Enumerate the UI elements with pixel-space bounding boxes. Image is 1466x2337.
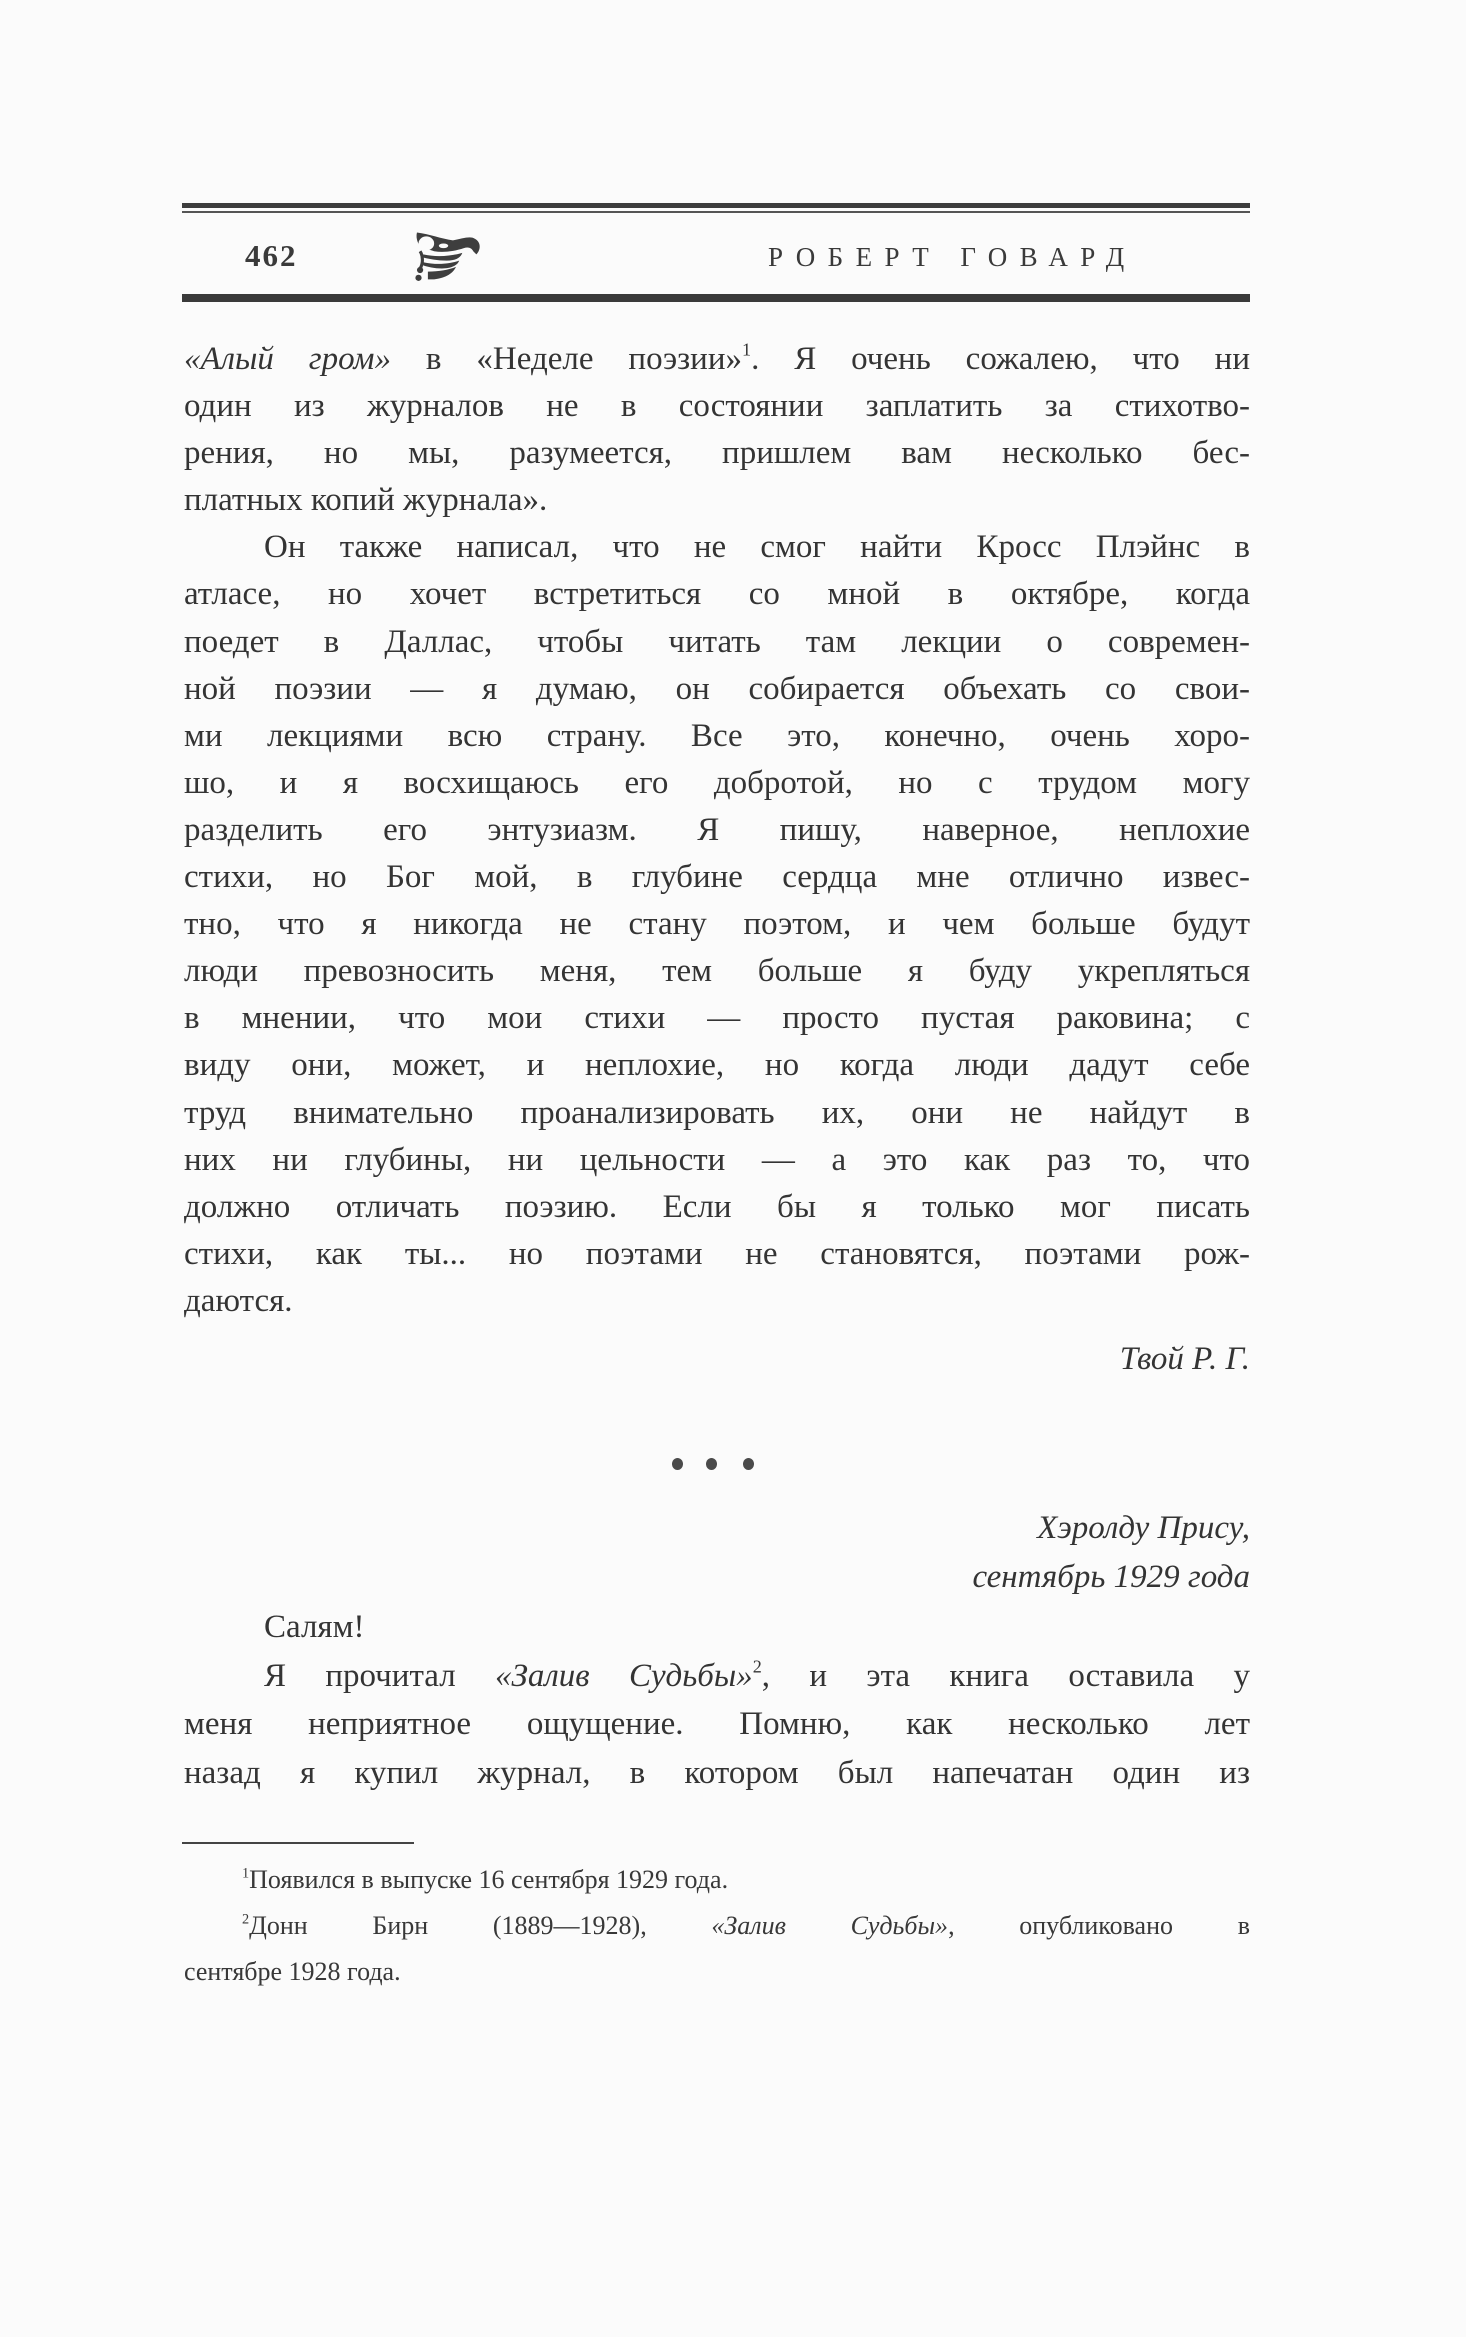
running-head: РОБЕРТ ГОВАРД bbox=[768, 242, 1137, 272]
text-line: «Алый гром» в «Неделе поэзии»$^1$. Я очень сожалею, что ни bbox=[184, 339, 1250, 377]
separator-dot bbox=[706, 1458, 717, 1470]
dragon-emblem-icon bbox=[406, 224, 492, 284]
text-line: даются. bbox=[184, 1282, 293, 1319]
footnote-mark: 1 bbox=[242, 1865, 250, 1882]
text-line: стихи, как ты... но поэтами не становятся, поэтами рож- bbox=[184, 1235, 1250, 1272]
text-line: тно, что я никогда не стану поэтом, и чем больше будут bbox=[184, 906, 1250, 943]
footnote-2-continuation: сентябре 1928 года. bbox=[184, 1957, 401, 1986]
section-separator bbox=[0, 1458, 1466, 1472]
text-line: атласе, но хочет встретиться со мной в октябре, когда bbox=[184, 576, 1250, 613]
letter-recipient: Хэролду Прису, bbox=[1037, 1510, 1250, 1546]
body-text bbox=[184, 336, 1250, 1325]
letter-text bbox=[184, 1603, 1250, 1797]
header-bottom-rule bbox=[182, 294, 1250, 302]
title-reference: «Алый гром» bbox=[184, 341, 391, 377]
footnote-1: $^1$Появился в выпуске 16 сентября 1929 года. bbox=[242, 1865, 729, 1894]
signature: Твой Р. Г. bbox=[1119, 1341, 1250, 1377]
footnote-rule bbox=[182, 1842, 414, 1844]
separator-dot bbox=[743, 1458, 754, 1470]
footnote-2: $^2$Донн Бирн (1889—1928), «Залив Судьбы», опубликовано в bbox=[242, 1911, 1250, 1940]
footnote-mark: 2 bbox=[242, 1911, 250, 1928]
text-line: труд внимательно проанализировать их, они не найдут в bbox=[184, 1094, 1250, 1131]
text-line: платных копий журнала». bbox=[184, 482, 548, 519]
text-line: шо, и я восхищаюсь его добротой, но с трудом могу bbox=[184, 764, 1250, 801]
text-line: них ни глубины, ни цельности — а это как раз то, что bbox=[184, 1141, 1250, 1178]
text-line: люди превозносить меня, тем больше я буду укрепляться bbox=[184, 953, 1250, 990]
greeting: Салям! bbox=[264, 1609, 365, 1645]
title-reference: «Залив Судьбы» bbox=[495, 1657, 753, 1694]
text-line: Я прочитал «Залив Судьбы»$^2$, и эта книга оставила у bbox=[264, 1655, 1250, 1694]
footnote-ref[interactable]: 2 bbox=[752, 1655, 762, 1676]
text-line: Он также написал, что не смог найти Кросс Плэйнс в bbox=[264, 529, 1250, 566]
title-reference: «Залив Судьбы» bbox=[711, 1911, 949, 1940]
text-line: ной поэзии — я думаю, он собирается объехать со свои- bbox=[184, 670, 1250, 707]
text-line: ми лекциями всю страну. Все это, конечно, очень хоро- bbox=[184, 717, 1250, 754]
letter-date: сентябрь 1929 года bbox=[972, 1559, 1250, 1595]
header-top-thin-rule bbox=[182, 211, 1250, 213]
separator-dot bbox=[672, 1458, 683, 1470]
header-top-rule bbox=[182, 203, 1250, 208]
text-line: один из журналов не в состоянии заплатить за стихотво- bbox=[184, 388, 1250, 425]
footnote-ref[interactable]: 1 bbox=[742, 339, 752, 360]
text-line: поедет в Даллас, чтобы читать там лекции о современ- bbox=[184, 623, 1250, 660]
text-line: стихи, но Бог мой, в глубине сердца мне отлично извес- bbox=[184, 859, 1250, 896]
text-line: назад я купил журнал, в котором был напечатан один из bbox=[184, 1754, 1250, 1791]
text-line: виду они, может, и неплохие, но когда люди дадут себе bbox=[184, 1047, 1250, 1084]
text-line: разделить его энтузиазм. Я пишу, наверное, неплохие bbox=[184, 811, 1250, 848]
text-line: в мнении, что мои стихи — просто пустая раковина; с bbox=[184, 1000, 1250, 1037]
text-line: меня неприятное ощущение. Помню, как несколько лет bbox=[184, 1706, 1250, 1742]
footnotes bbox=[184, 1857, 1250, 1995]
page-number: 462 bbox=[245, 238, 298, 273]
text-line: должно отличать поэзию. Если бы я только мог писать bbox=[184, 1188, 1250, 1225]
text-line: рения, но мы, разумеется, пришлем вам несколько бес- bbox=[184, 435, 1250, 472]
